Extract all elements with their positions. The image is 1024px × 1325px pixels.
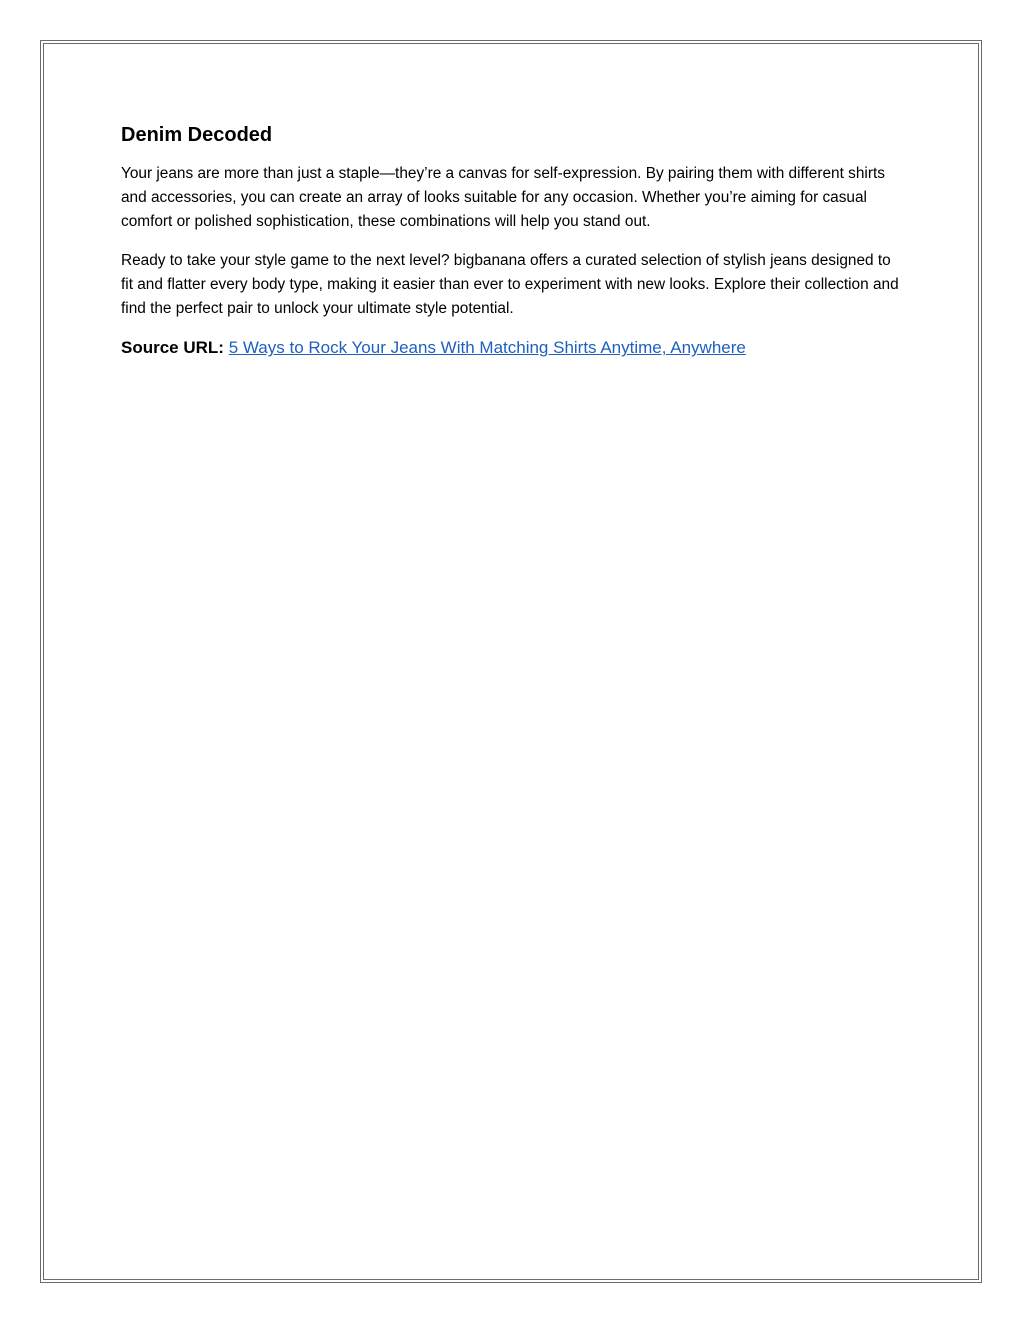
source-line <box>121 335 901 361</box>
intro-paragraph: Your jeans are more than just a staple—they’re a canvas for self-expression. By pairing them with different shirts and accessories, you can create an array of looks suitable for any occasion. Whether you’re aiming for casual comfort or polished sophistication, these combinations will help you stand out. <box>121 165 885 231</box>
promo-paragraph: Ready to take your style game to the next level? bigbanana offers a curated selection of stylish jeans designed to fit and flatter every body type, making it easier than ever to experiment with new looks. Explore their collection and find the perfect pair to unlock your ultimate style potential. <box>121 251 899 318</box>
document-content <box>121 122 901 361</box>
document-title: Denim Decoded <box>121 124 273 146</box>
source-link[interactable]: 5 Ways to Rock Your Jeans With Matching Shirts Anytime, Anywhere <box>228 338 746 358</box>
source-label: Source URL: <box>121 338 224 358</box>
